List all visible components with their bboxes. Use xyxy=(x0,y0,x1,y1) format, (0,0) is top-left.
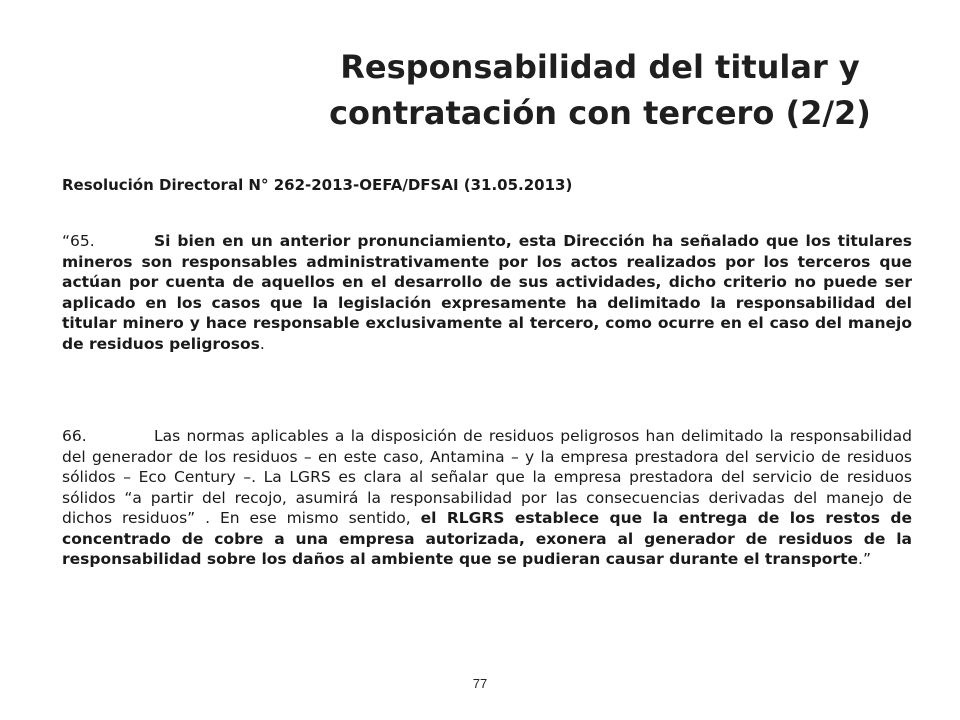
paragraph-65-text: Si bien en un anterior pronunciamiento, esta Dirección ha señalado que los titulares mineros son responsables administrativamente por los actos realizados por los terceros que actúan por cuenta de aquellos en el desarrollo de sus actividades, dicho criterio no puede ser aplicado en los casos que la legislación expresamente ha delimitado la responsabilidad del titular minero y hace responsable exclusivamente al tercero, como ocurre en el caso del manejo de residuos peligrosos xyxy=(62,232,912,353)
resolution-reference: Resolución Directoral N° 262-2013-OEFA/DFSAI (31.05.2013) xyxy=(62,176,573,194)
paragraph-number-66: 66. xyxy=(62,427,87,445)
paragraph-66-end: .” xyxy=(858,550,871,568)
paragraph-number-65: “65. xyxy=(62,232,95,250)
paragraph-66-text: Las normas aplicables a la disposición de residuos peligrosos han delimitado la responsabilidad del generador de los residuos – en este caso, Antamina – y la empresa prestadora del servicio de residuos sólidos – Eco Century –. La LGRS es clara al señalar que la empresa prestadora del servicio de residuos sólidos “a partir del recojo, asumirá la responsabilidad por las consecuencias derivadas del manejo de dichos residuos” . En ese mismo sentido, xyxy=(62,427,912,527)
slide-title-line-1: Responsabilidad del titular y xyxy=(340,48,860,86)
paragraph-66-bold-text: el RLGRS establece que la entrega de los restos de concentrado de cobre a una empresa autorizada, exonera al generador de residuos de la responsabilidad sobre los daños al ambiente que se pudieran causar durante el transporte xyxy=(62,509,913,568)
quote-paragraph-65 xyxy=(62,231,912,354)
page-number: 77 xyxy=(472,676,488,691)
slide-title-line-2: contratación con tercero (2/2) xyxy=(329,94,871,132)
paragraph-65-end: . xyxy=(259,334,265,353)
quote-paragraph-66 xyxy=(62,426,912,570)
slide-title xyxy=(270,44,930,136)
